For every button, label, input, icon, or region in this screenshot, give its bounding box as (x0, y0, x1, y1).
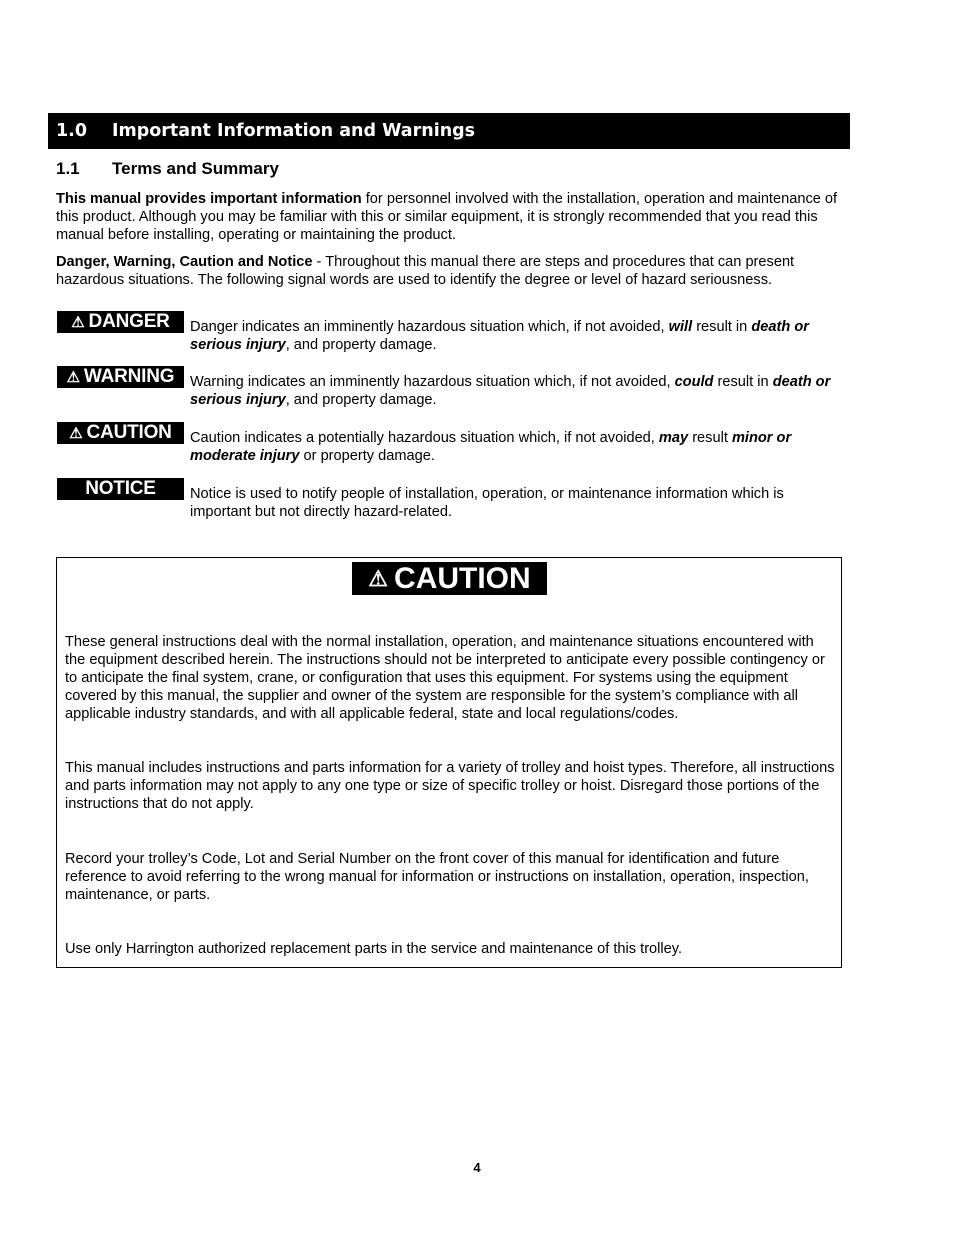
warning-badge (57, 366, 184, 388)
danger-text-1: Danger indicates an imminently hazardous situation which, if not avoided, (190, 319, 669, 335)
section-title: Important Information and Warnings (112, 121, 476, 141)
warning-triangle-icon: ⚠ (66, 368, 80, 386)
caution-box-label: CAUTION (394, 561, 531, 595)
section-number: 1.0 (56, 121, 88, 141)
warning-text-2: result in (713, 374, 773, 390)
intro-bold-lead: This manual provides important information (56, 191, 362, 207)
notice-badge (57, 478, 184, 500)
warning-emphasis-1: could (674, 374, 714, 390)
subsection-heading (56, 159, 279, 179)
notice-description: Notice is used to notify people of installation, operation, or maintenance information which is important but not directly hazard-related. (190, 486, 784, 520)
caution-paragraph-3: Record your trolley’s Code, Lot and Serial Number on the front cover of this manual for identification and future reference to avoid referring to the wrong manual for information or instructions on installation, operation, inspection, maintenance, or parts. (65, 851, 809, 903)
warning-triangle-icon: ⚠ (69, 424, 83, 442)
caution-box (56, 557, 842, 968)
section-heading (48, 113, 850, 149)
caution-emphasis-2: minor or moderate injury (190, 430, 792, 464)
caution-description (190, 429, 845, 465)
danger-label: DANGER (88, 311, 170, 332)
warning-triangle-icon: ⚠ (71, 313, 85, 331)
caution-paragraph-4: Use only Harrington authorized replacement parts in the service and maintenance of this trolley. (65, 941, 683, 957)
caution-badge (57, 422, 184, 444)
notice-label: NOTICE (85, 478, 156, 499)
subsection-number: 1.1 (56, 159, 80, 178)
warning-emphasis-2: death or serious injury (190, 374, 831, 408)
danger-text-2: result in (692, 319, 752, 335)
warning-label: WARNING (83, 366, 175, 387)
caution-emphasis-1: may (658, 430, 689, 446)
caution-text-2: result (688, 430, 732, 446)
signal-intro-paragraph (56, 253, 842, 289)
warning-description (190, 373, 845, 409)
signal-intro-text: - Throughout this manual there are steps and procedures that can present hazardous situations. The following signal words are used to identify the degree or level of hazard seriousness. (56, 254, 795, 288)
danger-text-3: , and property damage. (285, 337, 437, 353)
danger-description (190, 318, 845, 354)
caution-text-1: Caution indicates a potentially hazardous situation which, if not avoided, (190, 430, 659, 446)
page-number: 4 (473, 1160, 481, 1175)
caution-box-badge (352, 562, 547, 595)
warning-triangle-icon: ⚠ (368, 565, 389, 591)
caution-paragraph-1: These general instructions deal with the normal installation, operation, and maintenance situations encountered with the equipment described herein. The instructions should not be interpreted to anticipate every possible contingency or to anticipate the final system, crane, or configuration that uses this equipment. For systems using the equipment covered by this manual, the supplier and owner of the system are responsible for the system’s compliance with all applicable industry standards, and with all applicable federal, state and local regulations/codes. (65, 634, 825, 722)
intro-text: for personnel involved with the installation, operation and maintenance of this product. Although you may be familiar with this or similar equipment, it is strongly recommended that you read this manual before installing, operating or maintaining the product. (56, 191, 838, 243)
danger-emphasis-2: death or serious injury (190, 319, 809, 353)
danger-badge (57, 311, 184, 333)
signal-intro-bold-lead: Danger, Warning, Caution and Notice (56, 254, 313, 270)
caution-label: CAUTION (86, 422, 172, 443)
caution-text-3: or property damage. (299, 448, 435, 464)
intro-paragraph (56, 190, 842, 244)
warning-text-1: Warning indicates an imminently hazardous situation which, if not avoided, (190, 374, 675, 390)
warning-text-3: , and property damage. (285, 392, 437, 408)
caution-paragraph-2: This manual includes instructions and parts information for a variety of trolley and hoist types. Therefore, all instructions and parts information may not apply to any one type or size of specific trolley or hoist. Disregard those portions of the instructions that do not apply. (65, 760, 835, 812)
subsection-title: Terms and Summary (112, 159, 279, 178)
danger-emphasis-1: will (668, 319, 693, 335)
